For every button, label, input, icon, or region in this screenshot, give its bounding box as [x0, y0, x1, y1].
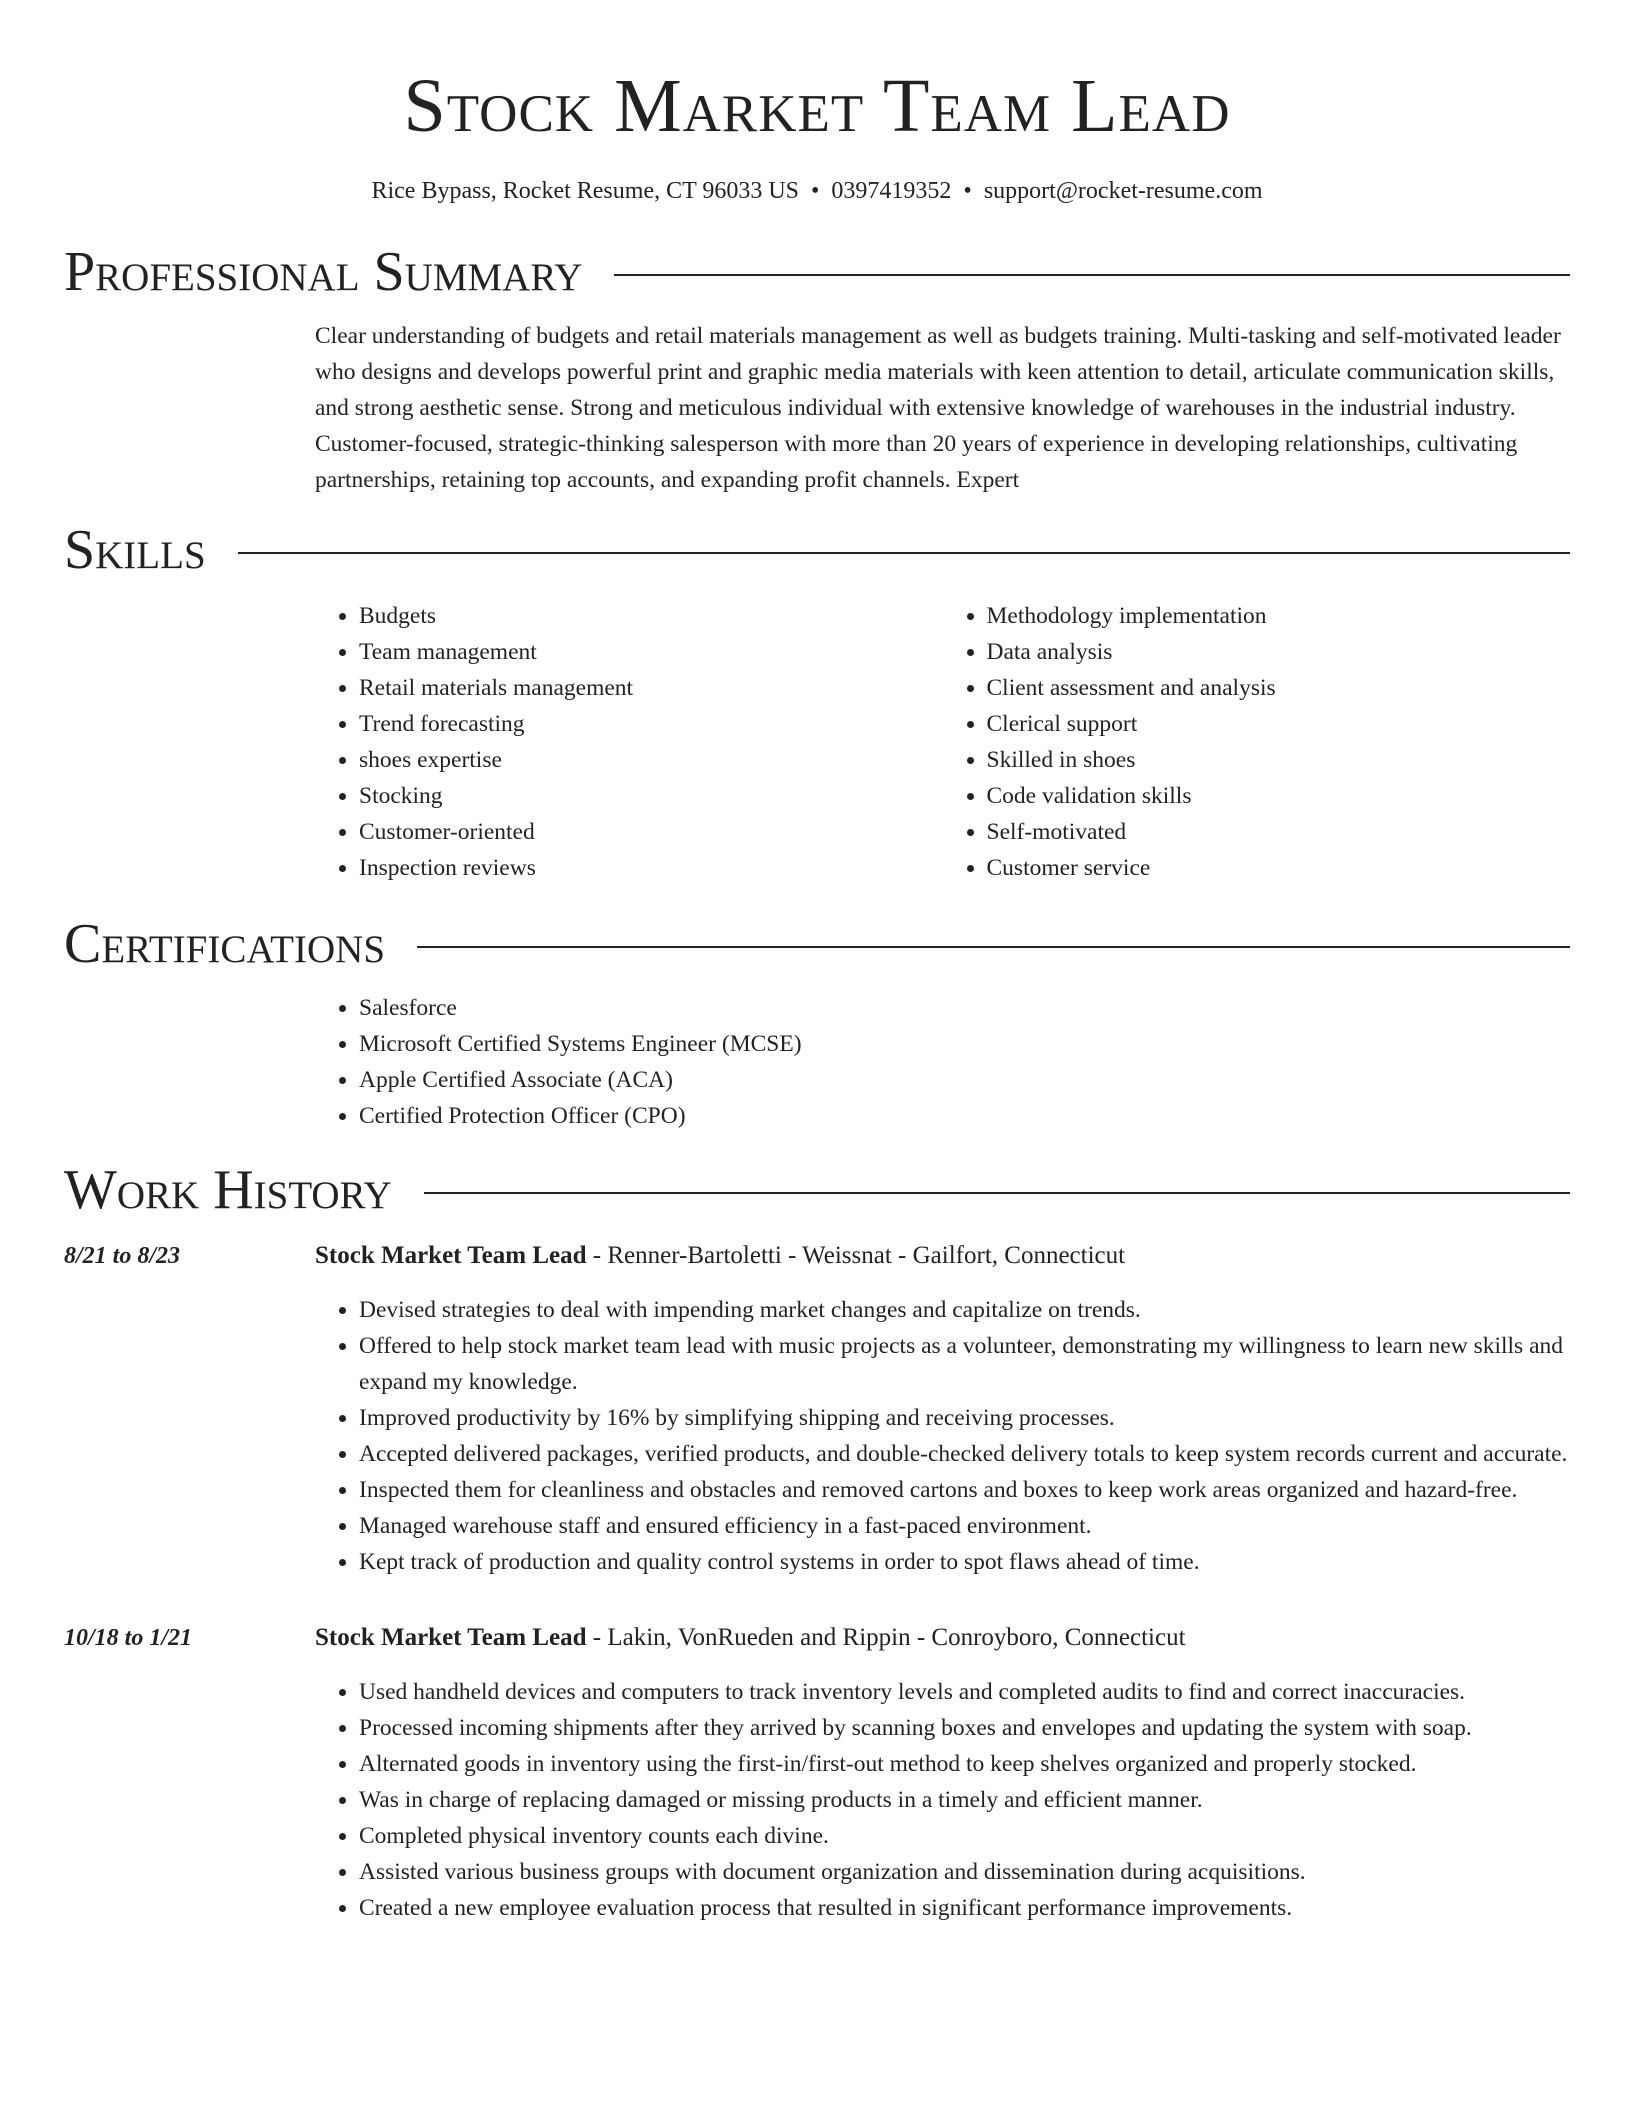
- job-bullet: • Used handheld devices and computers to track inventory levels and completed audits to find and correct inaccuracies.: [359, 1674, 1570, 1710]
- contact-email: support@rocket-resume.com: [983, 178, 1263, 204]
- job-bullet: • Offered to help stock market team lead with music projects as a volunteer, demonstrating my willingness to learn new skills and expand my knowledge.: [359, 1328, 1570, 1400]
- skill-item: • Retail materials management: [359, 670, 943, 706]
- work-section-title: Work History: [64, 1159, 392, 1221]
- contact-separator: •: [811, 178, 820, 204]
- job-entry: [64, 1238, 1570, 1580]
- section-divider: [424, 1192, 1570, 1194]
- skill-item: • Trend forecasting: [359, 706, 943, 742]
- job-dates: 8/21 to 8/23: [64, 1243, 181, 1269]
- job-bullet: • Assisted various business groups with document organization and dissemination during acquisitions.: [359, 1854, 1570, 1890]
- skill-item: • shoes expertise: [359, 742, 943, 778]
- job-bullet: • Created a new employee evaluation process that resulted in significant performance improvements.: [359, 1890, 1570, 1926]
- contact-line: [64, 174, 1570, 208]
- certifications-body: [315, 990, 1570, 1134]
- job-content: [315, 1238, 1570, 1580]
- certification-item: • Certified Protection Officer (CPO): [359, 1098, 1570, 1134]
- job-dates: 10/18 to 1/21: [64, 1625, 193, 1651]
- job-details: - Renner-Bartoletti - Weissnat - Gailfort, Connecticut: [586, 1242, 1126, 1269]
- skill-item: • Budgets: [359, 598, 943, 634]
- skill-item: • Inspection reviews: [359, 850, 943, 886]
- job-heading: [315, 1238, 1570, 1274]
- job-details: - Lakin, VonRueden and Rippin - Conroyboro, Connecticut: [586, 1624, 1186, 1651]
- job-bullet: • Processed incoming shipments after they arrived by scanning boxes and envelopes and updating the system with soap.: [359, 1710, 1570, 1746]
- job-role: Stock Market Team Lead: [315, 1624, 587, 1651]
- skill-item: • Self-motivated: [987, 814, 1571, 850]
- job-content: [315, 1620, 1570, 1926]
- contact-address: Rice Bypass, Rocket Resume, CT 96033 US: [371, 178, 800, 204]
- certifications-section-header: [64, 912, 1570, 976]
- skill-item: • Client assessment and analysis: [987, 670, 1571, 706]
- skill-item: • Team management: [359, 634, 943, 670]
- skill-item: • Skilled in shoes: [987, 742, 1571, 778]
- certification-item: • Apple Certified Associate (ACA): [359, 1062, 1570, 1098]
- job-bullet: • Completed physical inventory counts each divine.: [359, 1818, 1570, 1854]
- job-bullet: • Devised strategies to deal with impending market changes and capitalize on trends.: [359, 1292, 1570, 1328]
- certification-item: • Salesforce: [359, 990, 1570, 1026]
- job-bullet: • Was in charge of replacing damaged or missing products in a timely and efficient manner.: [359, 1782, 1570, 1818]
- skill-item: • Methodology implementation: [987, 598, 1571, 634]
- certification-item: • Microsoft Certified Systems Engineer (MCSE): [359, 1026, 1570, 1062]
- job-bullet: • Accepted delivered packages, verified products, and double-checked delivery totals to keep system records current and accurate.: [359, 1436, 1570, 1472]
- contact-separator: •: [963, 178, 972, 204]
- job-bullet: • Alternated goods in inventory using the first-in/first-out method to keep shelves organized and properly stocked.: [359, 1746, 1570, 1782]
- skill-item: • Data analysis: [987, 634, 1571, 670]
- job-role: Stock Market Team Lead: [315, 1242, 587, 1269]
- summary-section-header: [64, 240, 1570, 304]
- job-bullet: • Kept track of production and quality control systems in order to spot flaws ahead of time.: [359, 1544, 1570, 1580]
- skills-grid: [315, 598, 1570, 886]
- skill-item: • Code validation skills: [987, 778, 1571, 814]
- skills-list-left: [315, 598, 943, 886]
- skills-section-header: [64, 518, 1570, 582]
- skills-body: [315, 598, 1570, 886]
- skill-item: • Customer service: [987, 850, 1571, 886]
- job-entry: [64, 1620, 1570, 1926]
- certifications-section-title: Certifications: [64, 913, 386, 975]
- job-bullet: • Inspected them for cleanliness and obstacles and removed cartons and boxes to keep work areas organized and hazard-free.: [359, 1472, 1570, 1508]
- candidate-name: Stock Market Team Lead: [403, 64, 1231, 148]
- job-bullet: • Improved productivity by 16% by simplifying shipping and receiving processes.: [359, 1400, 1570, 1436]
- summary-section-title: Professional Summary: [64, 241, 583, 303]
- skills-section-title: Skills: [64, 519, 206, 581]
- resume-page: [64, 0, 1570, 1926]
- summary-text: Clear understanding of budgets and retail materials management as well as budgets training. Multi-tasking and self-motivated leader who designs and develops powerful print and graphic media materials with keen attention to detail, articulate communication skills, and strong aesthetic sense. Strong and meticulous individual with extensive knowledge of warehouses in the industrial industry. Customer-focused, strategic-thinking salesperson with more than 20 years of experience in developing relationships, cultivating partnerships, retaining top accounts, and expanding profit channels. Expert: [315, 323, 1561, 493]
- skill-item: • Customer-oriented: [359, 814, 943, 850]
- job-bullet-list: [315, 1674, 1570, 1926]
- skill-item: • Clerical support: [987, 706, 1571, 742]
- job-heading: [315, 1620, 1570, 1656]
- section-divider: [417, 946, 1570, 948]
- job-bullet: • Managed warehouse staff and ensured efficiency in a fast-paced environment.: [359, 1508, 1570, 1544]
- skills-list-right: [943, 598, 1571, 886]
- certifications-list: [315, 990, 1570, 1134]
- work-section-header: [64, 1158, 1570, 1222]
- section-divider: [238, 552, 1570, 554]
- section-divider: [614, 274, 1570, 276]
- job-bullet-list: [315, 1292, 1570, 1580]
- skill-item: • Stocking: [359, 778, 943, 814]
- summary-body: [315, 318, 1570, 498]
- contact-phone: 0397419352: [831, 178, 952, 204]
